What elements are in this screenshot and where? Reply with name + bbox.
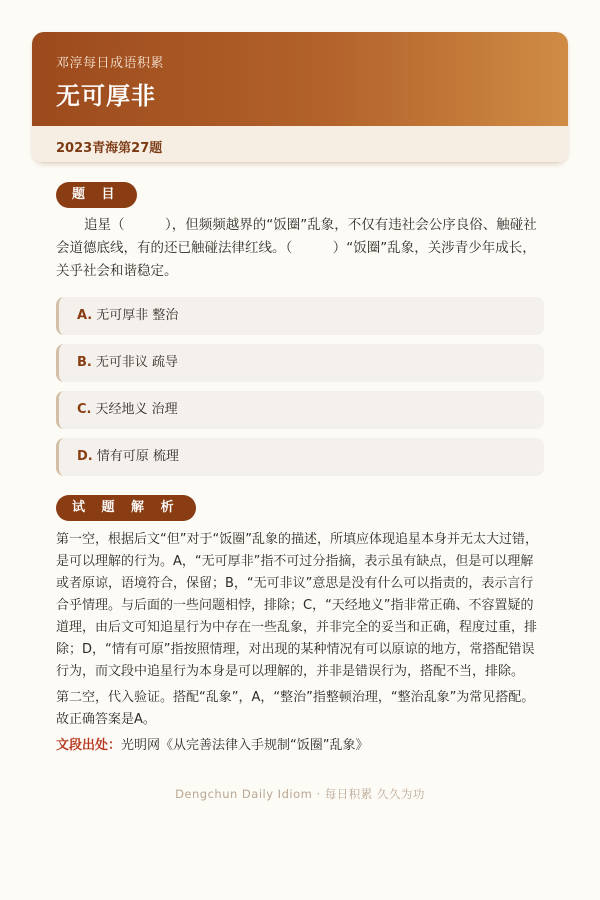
- source-bar: [32, 126, 568, 163]
- option-letter: A.: [77, 308, 93, 323]
- option-text: 天经地义 治理: [95, 402, 178, 417]
- option-c[interactable]: [56, 391, 544, 429]
- question-section-label: 题 目: [56, 182, 137, 208]
- option-text: 情有可原 梳理: [96, 449, 179, 464]
- question-text: 追星（ ），但频频越界的“饭圈”乱象，不仅有违社会公序良俗、触碰社会道德底线，有的还已触碰法律红线。（ ）“饭圈”乱象，关涉青少年成长，关乎社会和谐稳定。: [56, 217, 537, 279]
- option-text: 无可非议 疏导: [95, 355, 178, 370]
- idiom-title: 无可厚非: [56, 82, 156, 110]
- passage-source: [56, 735, 544, 757]
- exam-source-tag: 2023青海第27题: [56, 141, 163, 156]
- analysis-section-label: 试 题 解 析: [56, 495, 196, 521]
- option-a[interactable]: [56, 297, 544, 335]
- footer-tagline: Dengchun Daily Idiom · 每日积累 久久为功: [175, 787, 425, 801]
- analysis-body: [56, 529, 544, 757]
- passage-source-text: 光明网《从完善法律入手规制“饭圈”乱象》: [121, 738, 369, 753]
- option-text: 无可厚非 整治: [96, 308, 179, 323]
- option-letter: D.: [77, 449, 93, 464]
- brand-name: 邓淳每日成语积累: [56, 56, 165, 71]
- option-d[interactable]: [56, 438, 544, 476]
- option-letter: B.: [77, 355, 92, 370]
- option-letter: C.: [77, 402, 92, 417]
- idiom-card-header: [32, 32, 568, 163]
- option-b[interactable]: [56, 344, 544, 382]
- analysis-paragraph-2: 第二空，代入验证。搭配“乱象”，A，“整治”指整顿治理，“整治乱象”为常见搭配。故正确答案是A。: [56, 690, 535, 727]
- passage-source-label: 文段出处：: [56, 738, 122, 753]
- header-banner: [32, 32, 568, 126]
- analysis-paragraph-1: 第一空，根据后文“但”对于“饭圈”乱象的描述，所填应体现追星本身并无太大过错，是可以理解的行为。A，“无可厚非”指不可过分指摘，表示虽有缺点，但是可以理解或者原谅，语境符合，保留；B，“无可非议”意思是没有什么可以指责的，表示言行合乎情理。与后面的一些问题相悖，排除；C，“天经地义”指非常正确、不容置疑的道理，由后文可知追星行为中存在一些乱象，并非完全的妥当和正确，程度过重，排除；D，“情有可原”指按照情理，对出现的某种情况有可以原谅的地方，常搭配错误行为，而文段中追星行为本身是可以理解的，并非是错误行为，搭配不当，排除。: [56, 532, 538, 679]
